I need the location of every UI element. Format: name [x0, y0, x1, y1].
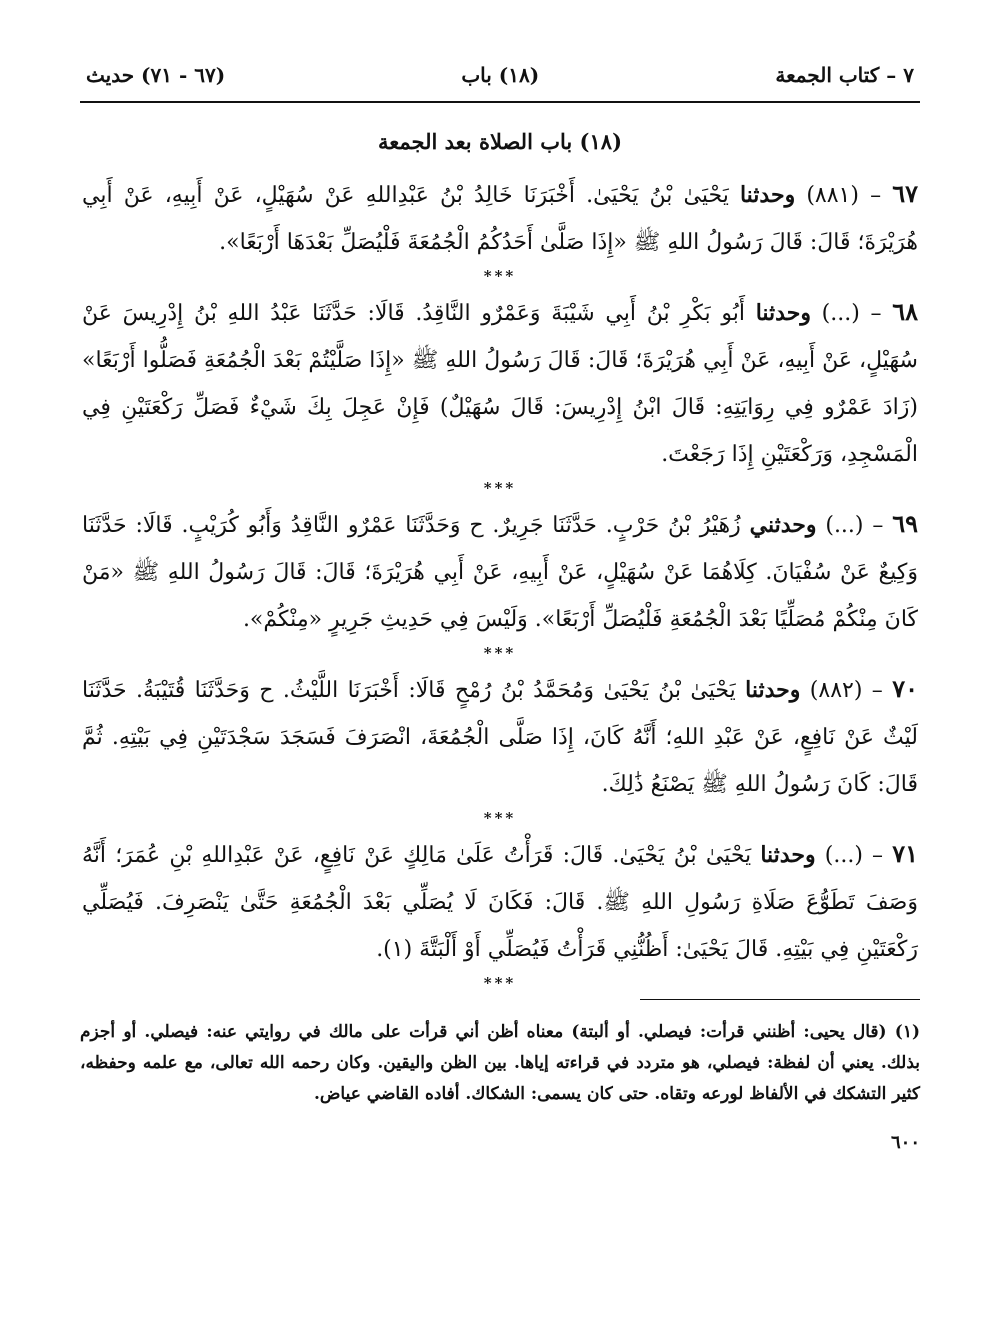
hadith-paragraph [82, 500, 918, 643]
narration-opening: وحدثنا [760, 842, 816, 868]
hadith-text: زُهَيْرُ بْنُ حَرْبٍ. حَدَّثَنَا جَرِيرٌ. ح وَحَدَّثَنَا عَمْرٌو النَّاقِدُ وَأَبُو كُرَيْبٍ. قَالَا: حَدَّثَنَا وَكِيعٌ عَنْ سُفْيَانَ. كِلَاهُمَا عَنْ سُهَيْلٍ، عَنْ أَبِيهِ، عَنْ أَبِي هُرَيْرَةَ؛ قَالَ: قَالَ رَسُولُ اللهِ ﷺ «مَنْ كَانَ مِنْكُمْ مُصَلِّيًا بَعْدَ الْجُمُعَةِ فَلْيُصَلِّ أَرْبَعًا». وَلَيْسَ فِي حَدِيثِ جَرِيرٍ «مِنْكُمْ». [82, 513, 918, 632]
header-hadith-range: (٦٧ - ٧١) حديث [86, 63, 226, 87]
hadith-paragraph [82, 170, 918, 266]
chapter-title: (١٨) باب الصلاة بعد الجمعة [378, 129, 622, 154]
hadith-number: ٧٠ [892, 674, 918, 703]
hadith-number: ٧١ [892, 839, 919, 868]
running-header [80, 55, 920, 103]
narration-opening: وحدثنا [745, 677, 801, 703]
section-separator: *** [483, 479, 517, 497]
book-page [80, 55, 920, 1153]
hadith-paragraph [82, 288, 918, 478]
narration-opening: وحدثني [749, 512, 817, 538]
footnote: (١) (قال يحيى: أظنني قرأت: فيصلي. أو ألبتة) معناه أظن أني قرأت على مالك في روايتي عنه: فيصلي. أو أجزم بذلك. يعني أن لفظة: فيصلي، هو متردد في قراءته إياها. بين الظن واليقين. وكان رحمه الله تعالى، مع علمه وحفظه، كثير التشكك في الألفاظ لورعه وتقاه. حتى كان يسمى: الشكاك. أفاده القاضي عياض. [80, 1022, 920, 1104]
hadith-number: ٦٨ [892, 297, 918, 326]
hadith-text: يَحْيَىٰ بْنُ يَحْيَىٰ وَمُحَمَّدُ بْنُ رُمْحٍ قَالَا: أَخْبَرَنَا اللَّيْثُ. ح وَحَدَّثَنَا قُتَيْبَةُ. حَدَّثَنَا لَيْثٌ عَنْ نَافِعٍ، عَنْ عَبْدِ اللهِ؛ أَنَّهُ كَانَ، إِذَا صَلَّى الْجُمُعَةَ، انْصَرَفَ فَسَجَدَ سَجْدَتَيْنِ فِي بَيْتِهِ. ثُمَّ قَالَ: كَانَ رَسُولُ اللهِ ﷺ يَصْنَعُ ذَٰلِكَ. [82, 678, 918, 797]
hadith-reference: – (...) [824, 843, 884, 868]
hadith-text: يَحْيَىٰ بْنُ يَحْيَىٰ. أَخْبَرَنَا خَالِدُ بْنُ عَبْدِاللهِ عَنْ سُهَيْلٍ، عَنْ أَبِيهِ، عَنْ أَبِي هُرَيْرَةَ؛ قَالَ: قَالَ رَسُولُ اللهِ ﷺ «إِذَا صَلَّىٰ أَحَدُكُمُ الْجُمُعَةَ فَلْيُصَلِّ بَعْدَهَا أَرْبَعًا». [82, 183, 918, 255]
hadith-text: أَبُو بَكْرِ بْنُ أَبِي شَيْبَةَ وَعَمْرٌو النَّاقِدُ. قَالَا: حَدَّثَنَا عَبْدُ اللهِ بْنُ إِدْرِيسَ عَنْ سُهَيْلٍ، عَنْ أَبِيهِ، عَنْ أَبِي هُرَيْرَةَ؛ قَالَ: قَالَ رَسُولُ اللهِ ﷺ «إِذَا صَلَّيْتُمْ بَعْدَ الْجُمُعَةِ فَصَلُّوا أَرْبَعًا» (زَادَ عَمْرٌو فِي رِوَايَتِهِ: قَالَ ابْنُ إِدْرِيسَ: قَالَ سُهَيْلٌ) فَإِنْ عَجِلَ بِكَ شَيْءٌ فَصَلِّ رَكْعَتَيْنِ فِي الْمَسْجِدِ، وَرَكْعَتَيْنِ إِذَا رَجَعْتَ. [82, 301, 918, 467]
hadith-reference: – (٨٨٢) [809, 678, 883, 703]
hadith-reference: – (...) [821, 301, 882, 326]
page-number: ٦٠٠ [890, 1132, 920, 1153]
section-separator: *** [483, 974, 517, 992]
narration-opening: وحدثنا [755, 300, 811, 326]
hadith-text: يَحْيَىٰ بْنُ يَحْيَىٰ. قَالَ: قَرَأْتُ عَلَىٰ مَالِكٍ عَنْ نَافِعٍ، عَنْ عَبْدِاللهِ بْنِ عُمَرَ؛ أَنَّهُ وَصَفَ تَطَوُّعَ صَلَاةِ رَسُولِ اللهِ ﷺ. قَالَ: فَكَانَ لَا يُصَلِّي بَعْدَ الْجُمُعَةِ حَتَّىٰ يَنْصَرِفَ. فَيُصَلِّي رَكْعَتَيْنِ فِي بَيْتِهِ. قَالَ يَحْيَىٰ: أَظُنُّنِي قَرَأْتُ فَيُصَلِّي أَوْ أَلْبَتَّةَ (١). [82, 843, 918, 962]
hadith-number: ٦٧ [892, 179, 918, 208]
header-chapter: ٧ – كتاب الجمعة [775, 63, 914, 87]
narration-opening: وحدثنا [739, 182, 796, 208]
header-section: (١٨) باب [461, 63, 540, 87]
section-separator: *** [483, 809, 517, 827]
hadith-reference: – (٨٨١) [806, 183, 882, 208]
hadith-paragraph [82, 665, 918, 808]
section-separator: *** [483, 267, 517, 285]
hadith-reference: – (...) [825, 513, 884, 538]
hadith-number: ٦٩ [892, 509, 918, 538]
footnote-divider [640, 999, 920, 1000]
section-separator: *** [483, 644, 517, 662]
hadith-paragraph [82, 830, 918, 973]
